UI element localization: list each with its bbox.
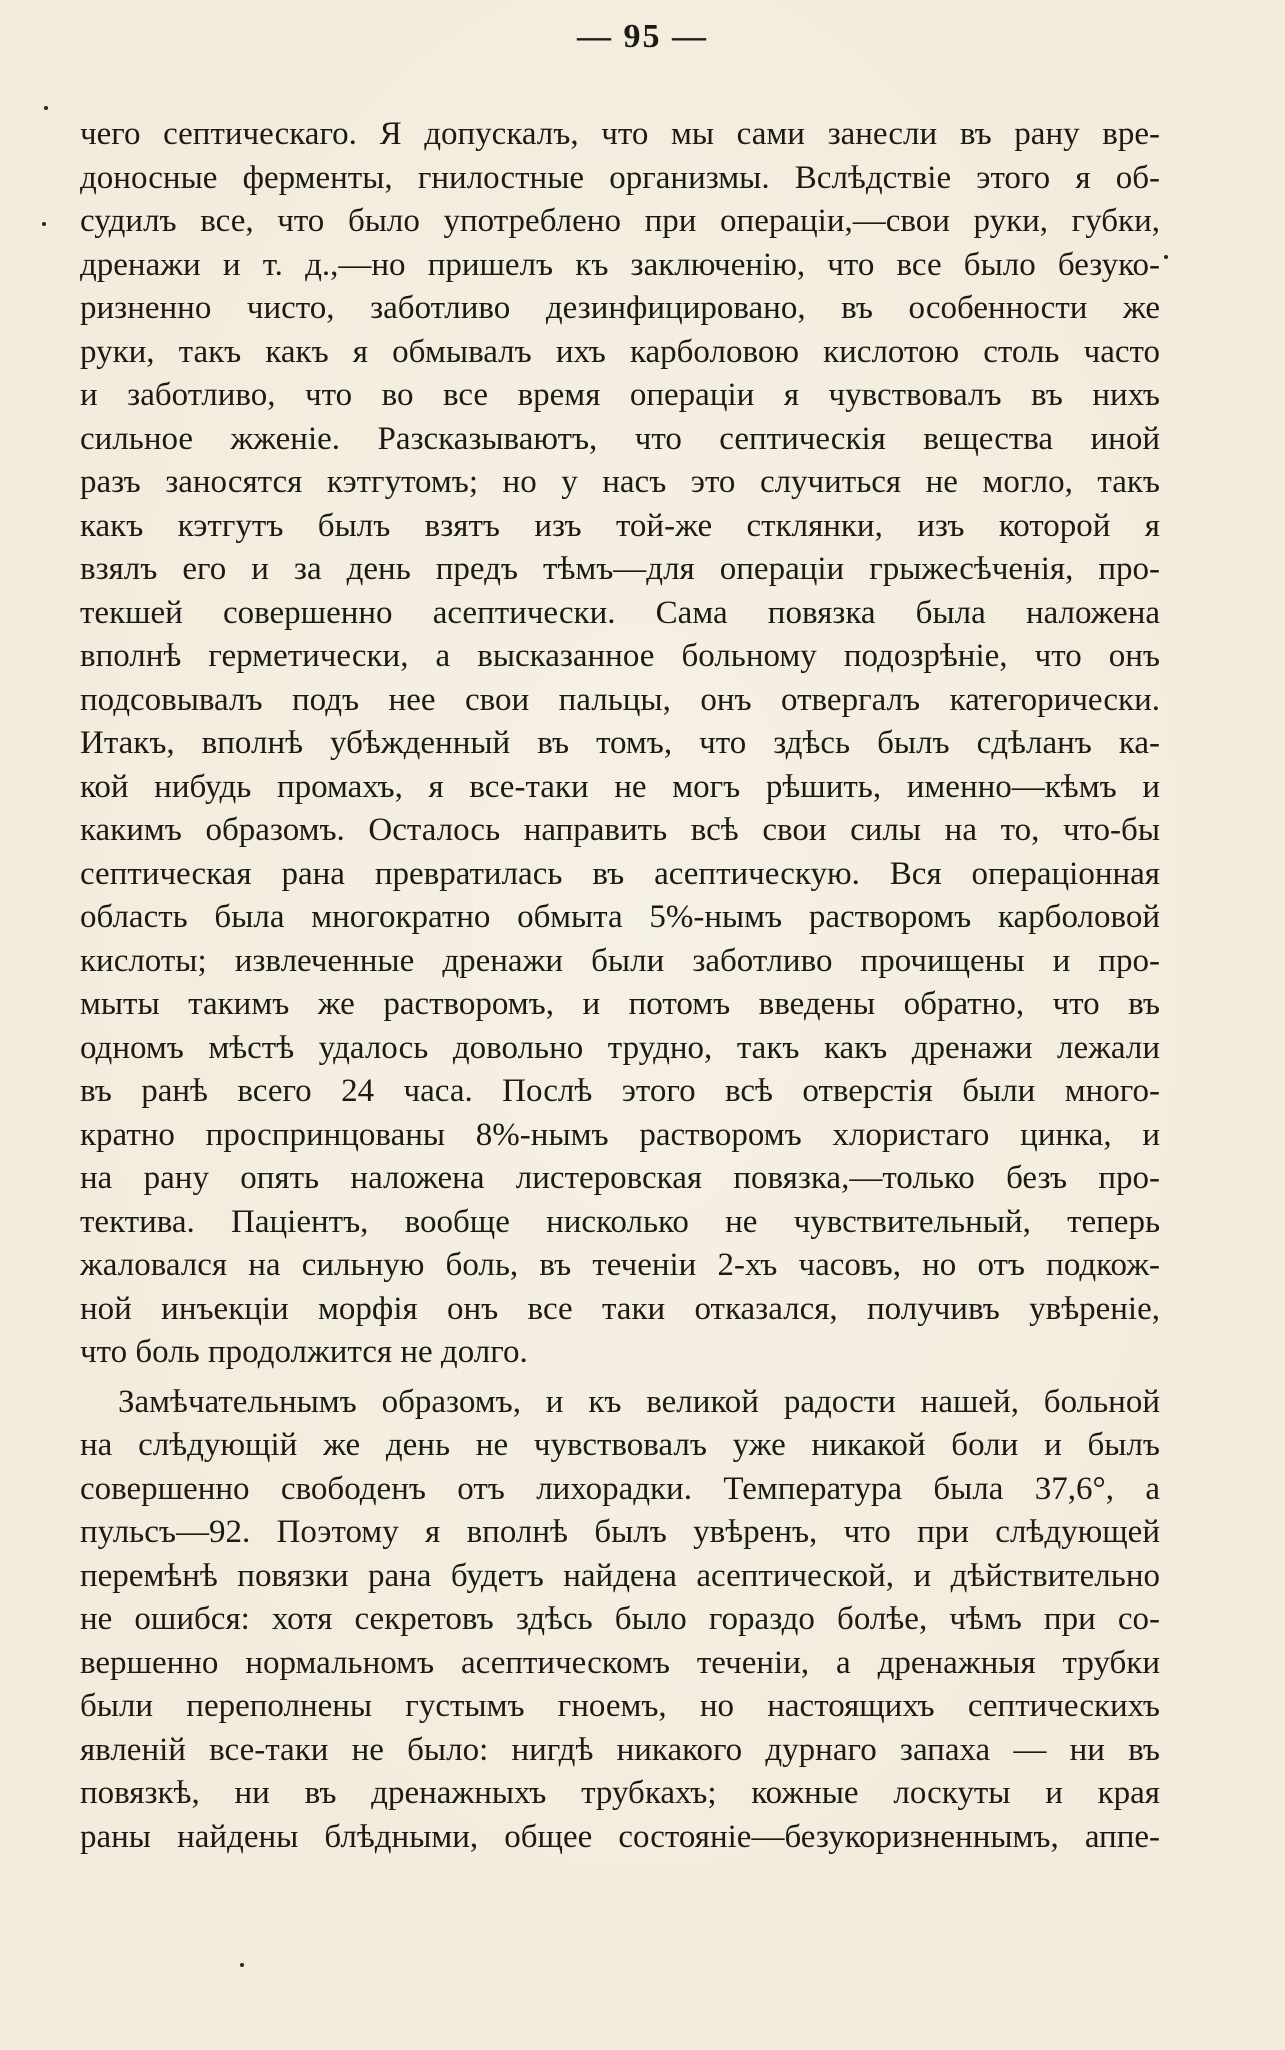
text-line: взялъ его и за день предъ тѣмъ—для операціи грыжесѣченія, про- [80, 551, 1160, 587]
page-number: — 95 — [577, 18, 708, 55]
text-line: доносные ферменты, гнилостные организмы. Вслѣдствіе этого я об- [80, 159, 1160, 196]
text-line: сильное жженіе. Разсказываютъ, что септическія вещества иной [80, 420, 1160, 457]
text-line: жаловался на сильную боль, въ теченіи 2-хъ часовъ, но отъ подкож- [80, 1247, 1160, 1283]
text-line: подсовывалъ подъ нее свои пальцы, онъ отвергалъ категорически. [80, 681, 1160, 718]
text-line: на рану опять наложена листеровская повязка,—только безъ про- [80, 1160, 1160, 1196]
text-line: Замѣчательнымъ образомъ, и къ великой радости нашей, больной [118, 1383, 1160, 1420]
text-line: тектива. Паціентъ, вообще нисколько не чувствительный, теперь [80, 1203, 1160, 1240]
text-line: какимъ образомъ. Осталось направить всѣ свои силы на то, что-бы [80, 812, 1160, 848]
text-line: дренажи и т. д.,—но пришелъ къ заключенію, что все было безуко- [80, 246, 1160, 283]
text-line: разъ заносятся кэтгутомъ; но у насъ это случиться не могло, такъ [80, 464, 1160, 500]
ink-speck [42, 222, 46, 226]
text-line: септическая рана превратилась въ асептическую. Вся операціонная [80, 855, 1160, 892]
text-line: явленій все-таки не было: нигдѣ никакого дурнаго запаха — ни въ [80, 1731, 1160, 1768]
body-text [80, 113, 1160, 1859]
text-line: чего септическаго. Я допускалъ, что мы сами занесли въ рану вре- [80, 116, 1160, 152]
text-line: что боль продолжится не долго. [80, 1334, 528, 1370]
text-line: Итакъ, вполнѣ убѣжденный въ томъ, что здѣсь былъ сдѣланъ ка- [80, 725, 1160, 761]
text-line: вполнѣ герметически, а высказанное больному подозрѣніе, что онъ [80, 638, 1160, 674]
text-line: пульсъ—92. Поэтому я вполнѣ былъ увѣренъ, что при слѣдующей [80, 1514, 1160, 1550]
text-line: и заботливо, что во все время операціи я чувствовалъ въ нихъ [80, 377, 1160, 413]
text-line: какъ кэтгутъ былъ взятъ изъ той-же стклянки, изъ которой я [80, 507, 1160, 544]
text-line: не ошибся: хотя секретовъ здѣсь было гораздо болѣе, чѣмъ при со- [80, 1601, 1160, 1637]
text-line: одномъ мѣстѣ удалось довольно трудно, такъ какъ дренажи лежали [80, 1029, 1160, 1066]
ink-speck [240, 1963, 244, 1967]
text-line: кратно проспринцованы 8%-нымъ растворомъ хлористаго цинка, и [80, 1116, 1160, 1153]
paragraph-1 [80, 113, 1160, 1375]
text-line: повязкѣ, ни въ дренажныхъ трубкахъ; кожные лоскуты и края [80, 1775, 1160, 1811]
text-line: на слѣдующій же день не чувствовалъ уже никакой боли и былъ [80, 1427, 1160, 1463]
text-line: руки, такъ какъ я обмывалъ ихъ карболовою кислотою столь часто [80, 333, 1160, 370]
text-line: кислоты; извлеченные дренажи были заботливо прочищены и про- [80, 942, 1160, 979]
text-line: ризненно чисто, заботливо дезинфицировано, въ особенности же [80, 290, 1160, 326]
text-line: совершенно свободенъ отъ лихорадки. Температура была 37,6°, а [80, 1470, 1160, 1507]
text-line: въ ранѣ всего 24 часа. Послѣ этого всѣ отверстія были много- [80, 1073, 1160, 1109]
ink-speck [44, 106, 48, 110]
text-line: были переполнены густымъ гноемъ, но настоящихъ септическихъ [80, 1688, 1160, 1724]
ink-speck [1164, 255, 1168, 259]
text-line: раны найдены блѣдными, общее состояніе—безукоризненнымъ, аппе- [80, 1818, 1160, 1855]
text-line: область была многократно обмыта 5%-нымъ растворомъ карболовой [80, 899, 1160, 935]
paragraph-2 [80, 1381, 1160, 1860]
text-line: вершенно нормальномъ асептическомъ теченіи, а дренажныя трубки [80, 1644, 1160, 1681]
text-line: ной инъекціи морфія онъ все таки отказался, получивъ увѣреніе, [80, 1290, 1160, 1327]
text-line: перемѣнѣ повязки рана будетъ найдена асептической, и дѣйствительно [80, 1557, 1160, 1594]
text-line: текшей совершенно асептически. Сама повязка была наложена [80, 594, 1160, 631]
text-line: кой нибудь промахъ, я все-таки не могъ рѣшить, именно—кѣмъ и [80, 768, 1160, 805]
text-line: судилъ все, что было употреблено при операціи,—свои руки, губки, [80, 203, 1160, 239]
text-line: мыты такимъ же растворомъ, и потомъ введены обратно, что въ [80, 986, 1160, 1022]
